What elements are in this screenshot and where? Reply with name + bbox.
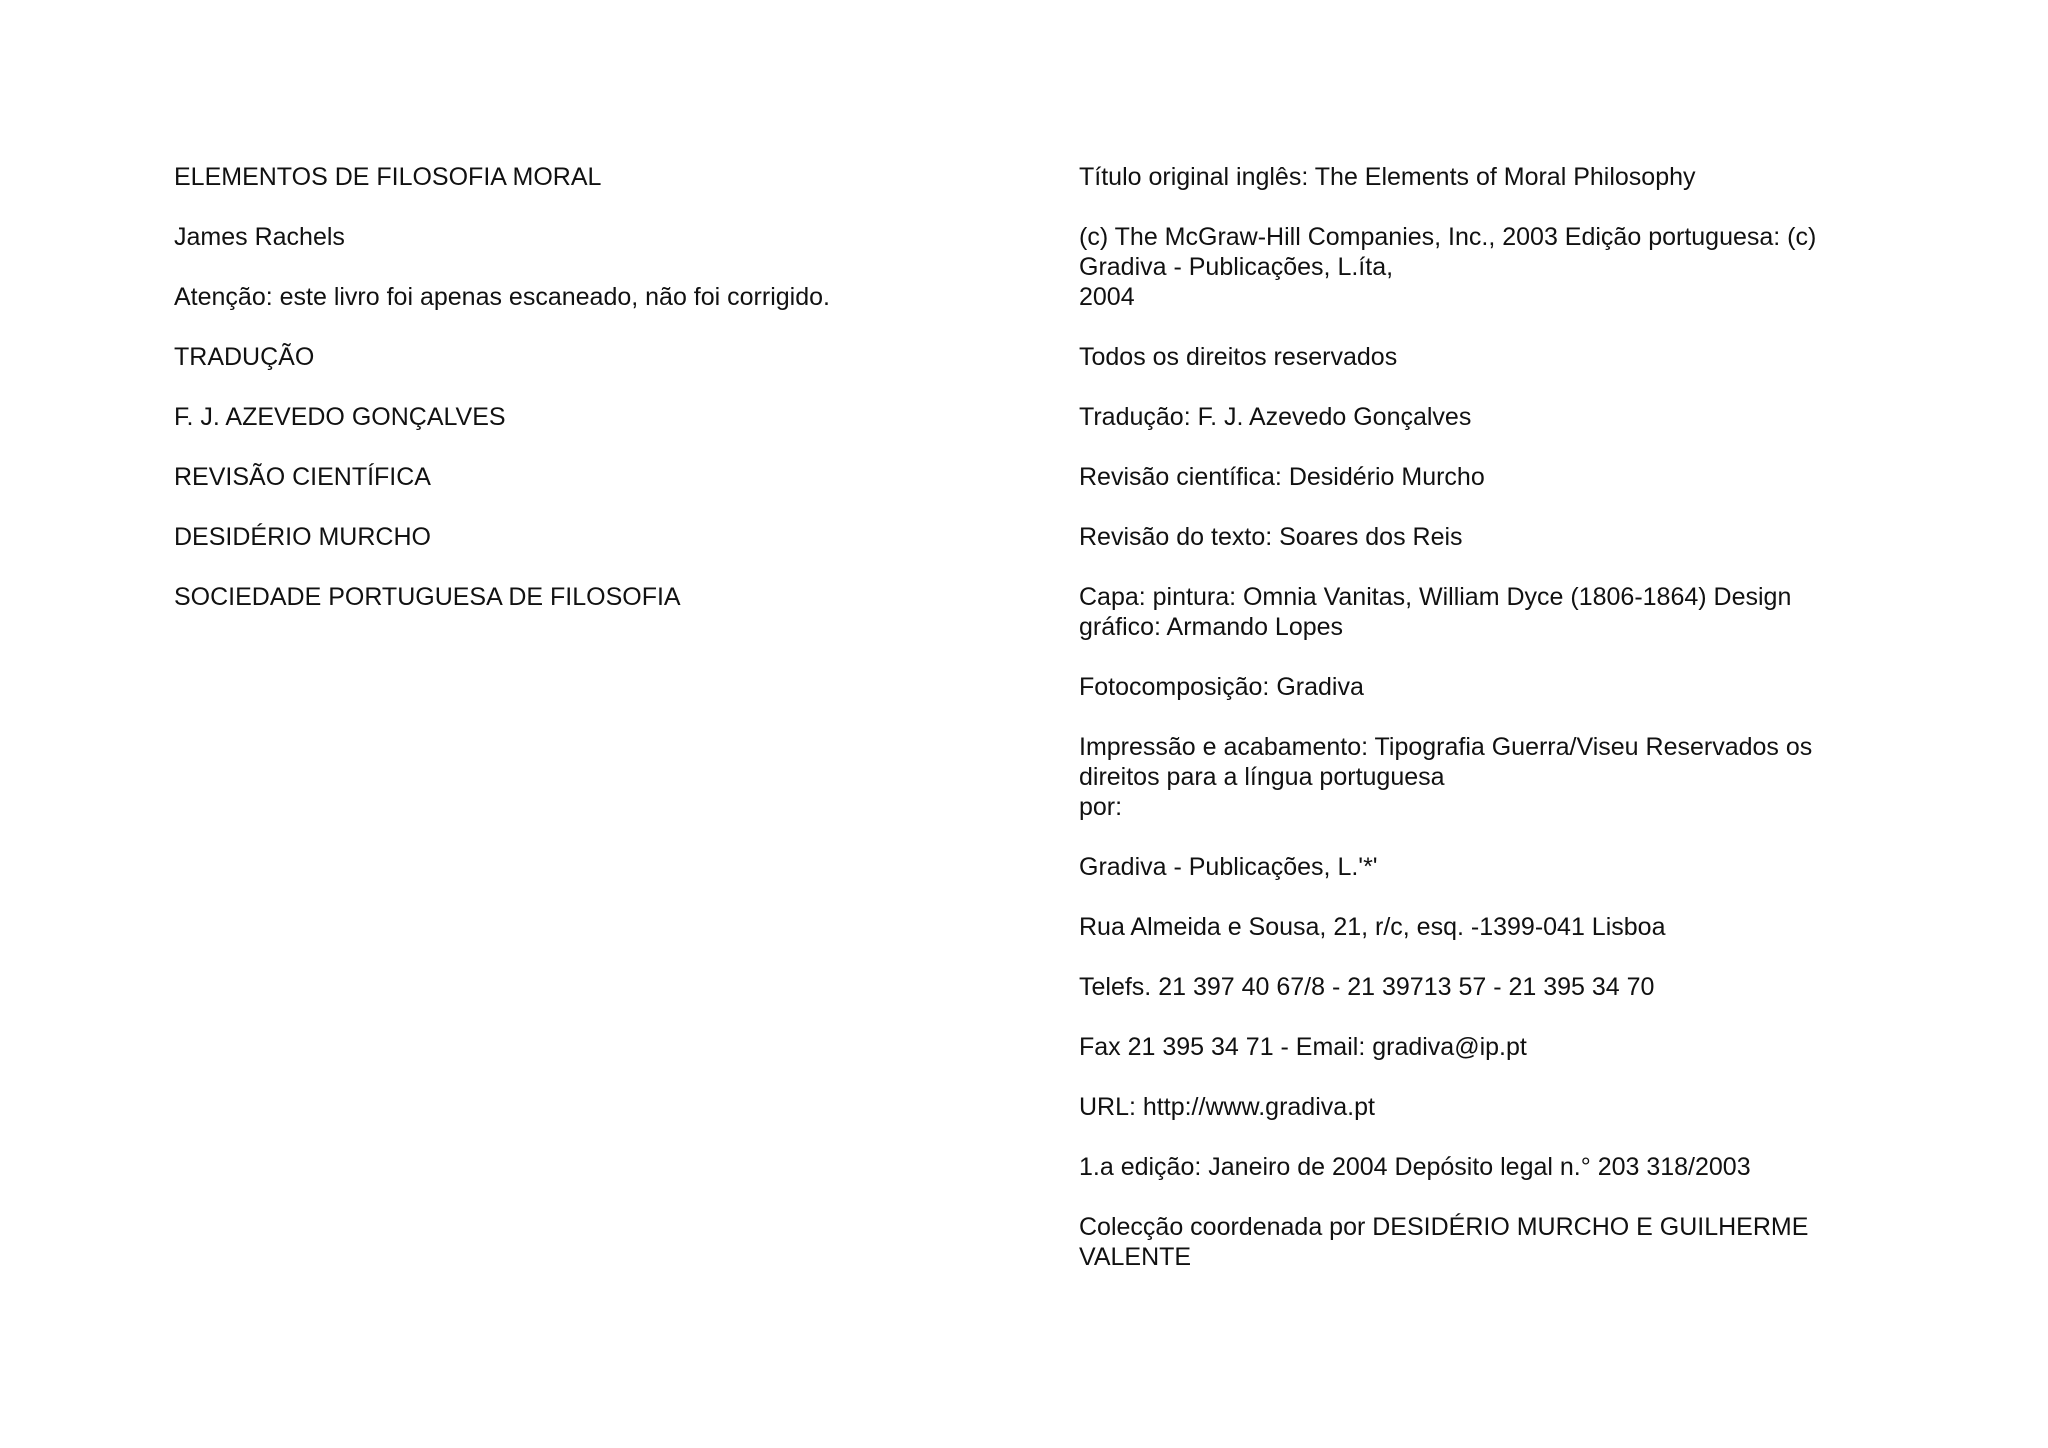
collection-credit (1079, 1212, 1879, 1272)
photocomposition-credit: Fotocomposição: Gradiva (1079, 673, 1364, 701)
publisher-phones: Telefs. 21 397 40 67/8 - 21 39713 57 - 21 395 34 70 (1079, 973, 1655, 1001)
publisher-name: Gradiva - Publicações, L.'*' (1079, 853, 1378, 881)
printing-line: Impressão e acabamento: Tipografia Guerra/Viseu Reservados os (1079, 733, 1813, 761)
collection-line: Colecção coordenada por DESIDÉRIO MURCHO E GUILHERME (1079, 1213, 1809, 1241)
copyright-block (1079, 222, 1879, 312)
book-title: ELEMENTOS DE FILOSOFIA MORAL (174, 163, 602, 191)
scan-notice: Atenção: este livro foi apenas escaneado, não foi corrigido. (174, 283, 830, 311)
copyright-line: (c) The McGraw-Hill Companies, Inc., 2003 Edição portuguesa: (c) (1079, 223, 1817, 251)
translator-name: F. J. AZEVEDO GONÇALVES (174, 403, 506, 431)
copyright-line: 2004 (1079, 283, 1135, 311)
printing-line: por: (1079, 793, 1123, 821)
publisher-fax-email: Fax 21 395 34 71 - Email: gradiva@ip.pt (1079, 1033, 1527, 1061)
translation-credit: Tradução: F. J. Azevedo Gonçalves (1079, 403, 1472, 431)
reviewer-name: DESIDÉRIO MURCHO (174, 523, 431, 551)
publisher-address: Rua Almeida e Sousa, 21, r/c, esq. -1399-041 Lisboa (1079, 913, 1666, 941)
rights-reserved: Todos os direitos reservados (1079, 343, 1398, 371)
translation-heading: TRADUÇÃO (174, 343, 315, 371)
society-name: SOCIEDADE PORTUGUESA DE FILOSOFIA (174, 583, 681, 611)
edition-info: 1.a edição: Janeiro de 2004 Depósito legal n.° 203 318/2003 (1079, 1153, 1751, 1181)
right-column (1079, 162, 1879, 1302)
cover-line: gráfico: Armando Lopes (1079, 613, 1344, 641)
collection-line: VALENTE (1079, 1243, 1192, 1271)
scientific-review-heading: REVISÃO CIENTÍFICA (174, 463, 431, 491)
publisher-url: URL: http://www.gradiva.pt (1079, 1093, 1375, 1121)
cover-line: Capa: pintura: Omnia Vanitas, William Dyce (1806-1864) Design (1079, 583, 1792, 611)
copyright-line: Gradiva - Publicações, L.íta, (1079, 253, 1394, 281)
printing-credit (1079, 732, 1879, 822)
scientific-review-credit: Revisão científica: Desidério Murcho (1079, 463, 1485, 491)
text-review-credit: Revisão do texto: Soares dos Reis (1079, 523, 1463, 551)
left-column (174, 162, 1024, 642)
printing-line: direitos para a língua portuguesa (1079, 763, 1445, 791)
cover-credit (1079, 582, 1879, 642)
original-title: Título original inglês: The Elements of Moral Philosophy (1079, 163, 1696, 191)
author: James Rachels (174, 223, 345, 251)
